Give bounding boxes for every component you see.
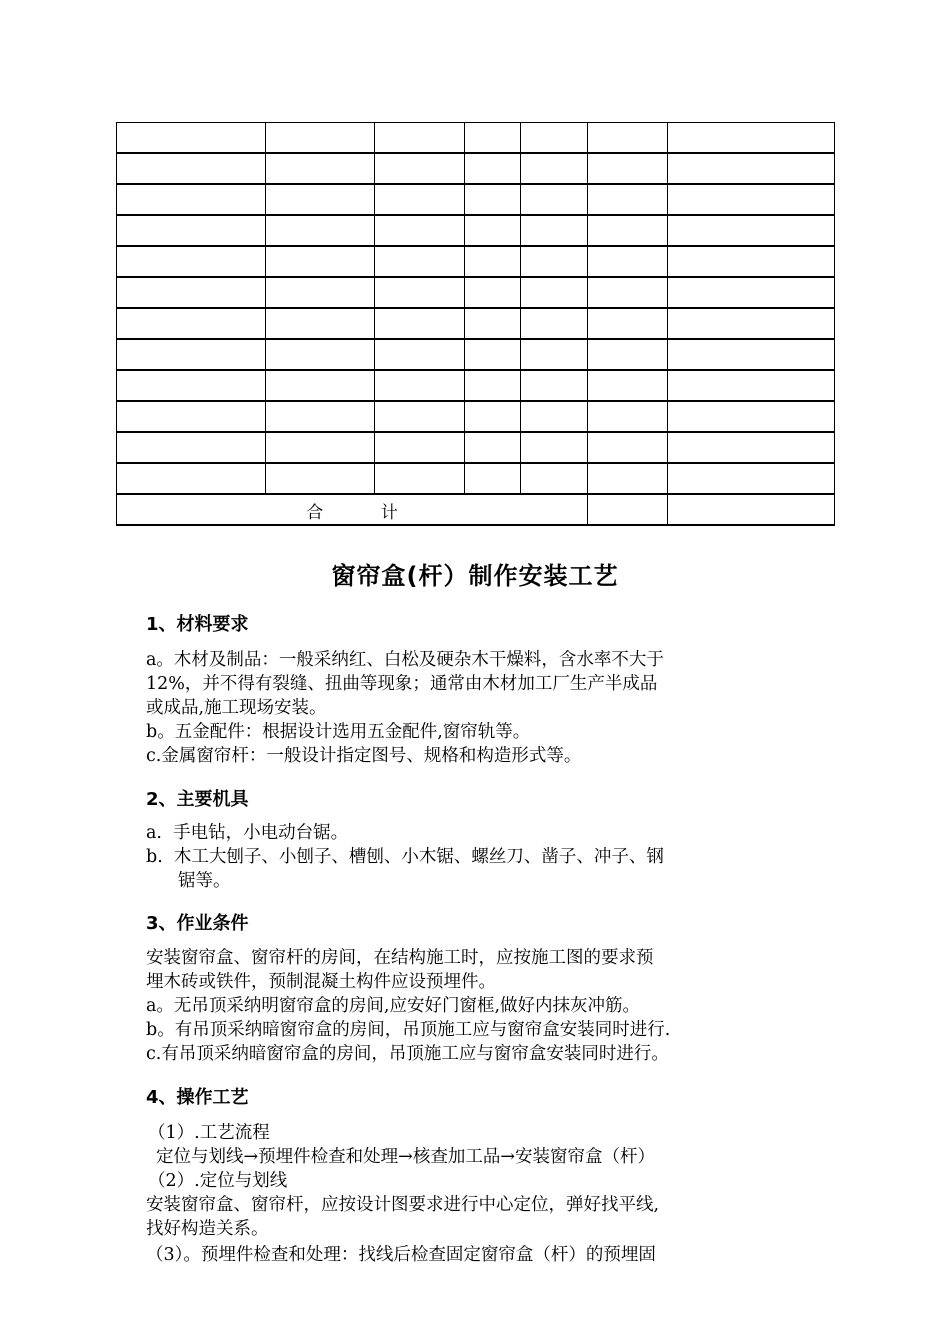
table-cell: [588, 123, 668, 154]
table-cell: [668, 495, 835, 526]
total-label: 合 计: [117, 495, 588, 526]
table-cell: [375, 154, 465, 185]
table-cell: [266, 216, 375, 247]
table-cell: [117, 216, 266, 247]
table-cell: [588, 309, 668, 340]
table-cell: [117, 464, 266, 495]
table-cell: [588, 340, 668, 371]
table-cell: [117, 340, 266, 371]
data-table: [116, 122, 835, 526]
table-cell: [375, 402, 465, 433]
table-cell: [668, 433, 835, 464]
table-row: [117, 402, 835, 433]
table-cell: [465, 371, 521, 402]
table-cell: [521, 247, 588, 278]
table-cell: [521, 433, 588, 464]
table-cell: [117, 371, 266, 402]
table-row: [117, 278, 835, 309]
table-cell: [266, 278, 375, 309]
paragraph-line: c.有吊顶采纳暗窗帘盒的房间，吊顶施工应与窗帘盒安装同时进行。: [146, 1044, 669, 1064]
table-cell: [668, 154, 835, 185]
table-cell: [375, 216, 465, 247]
table-cell: [375, 278, 465, 309]
table-cell: [375, 185, 465, 216]
table-cell: [465, 433, 521, 464]
table-cell: [266, 123, 375, 154]
table-cell: [266, 433, 375, 464]
table-row: [117, 247, 835, 278]
table-cell: [668, 309, 835, 340]
table-row: [117, 371, 835, 402]
table-cell: [521, 309, 588, 340]
table-cell: [465, 309, 521, 340]
table-cell: [588, 216, 668, 247]
table-cell: [668, 402, 835, 433]
table-cell: [465, 464, 521, 495]
table-cell: [117, 278, 266, 309]
table-cell: [117, 309, 266, 340]
table-cell: [117, 433, 266, 464]
table-cell: [117, 185, 266, 216]
table-cell: [588, 464, 668, 495]
table-cell: [375, 433, 465, 464]
table-cell: [117, 402, 266, 433]
table-cell: [375, 464, 465, 495]
table-cell: [117, 123, 266, 154]
table-cell: [521, 371, 588, 402]
section-heading-conditions: 3、作业条件: [146, 913, 249, 934]
table-cell: [266, 340, 375, 371]
table-row: [117, 433, 835, 464]
paragraph-line: b。五金配件：根据设计选用五金配件,窗帘轨等。: [146, 722, 531, 742]
table-cell: [668, 216, 835, 247]
table-cell: [521, 154, 588, 185]
paragraph-line: 或成品,施工现场安装。: [146, 698, 327, 718]
list-item: b. 木工大刨子、小刨子、槽刨、小木锯、螺丝刀、凿子、冲子、钢: [146, 847, 664, 867]
table-cell: [375, 123, 465, 154]
table-total-row: [117, 495, 835, 526]
paragraph-line: c.金属窗帘杆：一般设计指定图号、规格和构造形式等。: [146, 746, 582, 766]
table-cell: [521, 340, 588, 371]
table-cell: [668, 247, 835, 278]
table-cell: [588, 495, 668, 526]
table-cell: [521, 278, 588, 309]
paragraph-line: b。有吊顶采纳暗窗帘盒的房间，吊顶施工应与窗帘盒安装同时进行.: [146, 1020, 671, 1040]
table-cell: [668, 371, 835, 402]
table-cell: [521, 402, 588, 433]
table-cell: [521, 216, 588, 247]
table-cell: [668, 185, 835, 216]
table-cell: [588, 247, 668, 278]
table-cell: [266, 309, 375, 340]
table-cell: [521, 123, 588, 154]
table-cell: [588, 371, 668, 402]
paragraph-line: （1）.工艺流程: [148, 1123, 270, 1143]
table-cell: [588, 154, 668, 185]
table-cell: [668, 464, 835, 495]
table-cell: [465, 216, 521, 247]
table-cell: [588, 402, 668, 433]
section-heading-tools: 2、主要机具: [146, 789, 249, 810]
table-cell: [117, 247, 266, 278]
table-cell: [266, 464, 375, 495]
table-cell: [117, 154, 266, 185]
table-cell: [465, 154, 521, 185]
table-cell: [465, 278, 521, 309]
table-cell: [588, 433, 668, 464]
table-row: [117, 123, 835, 154]
table-row: [117, 216, 835, 247]
paragraph-line: 定位与划线→预埋件检查和处理→核查加工品→安装窗帘盒（杆）: [156, 1147, 655, 1167]
table-cell: [266, 247, 375, 278]
table-cell: [266, 402, 375, 433]
paragraph-line: 12%，并不得有裂缝、扭曲等现象；通常由木材加工厂生产半成品: [146, 674, 658, 694]
table-cell: [521, 464, 588, 495]
table-cell: [465, 123, 521, 154]
table-cell: [465, 340, 521, 371]
table-cell: [266, 154, 375, 185]
paragraph-line: a。木材及制品：一般采纳红、白松及硬杂木干燥料，含水率不大于: [146, 650, 664, 670]
paragraph-line: 埋木砖或铁件，预制混凝土构件应设预埋件。: [146, 972, 496, 992]
paragraph-line: 安装窗帘盒、窗帘杆的房间，在结构施工时，应按施工图的要求预: [146, 948, 654, 968]
table-row: [117, 309, 835, 340]
table-cell: [588, 278, 668, 309]
table-cell: [375, 247, 465, 278]
page-title: 窗帘盒(杆）制作安装工艺: [331, 562, 619, 590]
table-cell: [668, 278, 835, 309]
paragraph-line: 找好构造关系。: [146, 1219, 269, 1239]
paragraph-line: a。无吊顶采纳明窗帘盒的房间,应安好门窗框,做好内抹灰冲筋。: [146, 996, 641, 1016]
paragraph-line: （2）.定位与划线: [148, 1171, 288, 1191]
table-cell: [465, 402, 521, 433]
table-cell: [465, 185, 521, 216]
table-cell: [266, 371, 375, 402]
table-cell: [375, 371, 465, 402]
paragraph-line: 安装窗帘盒、窗帘杆，应按设计图要求进行中心定位，弹好找平线,: [146, 1195, 660, 1215]
table-cell: [465, 247, 521, 278]
table-cell: [375, 340, 465, 371]
table-cell: [266, 185, 375, 216]
table-cell: [588, 185, 668, 216]
table-row: [117, 185, 835, 216]
section-heading-materials: 1、材料要求: [146, 614, 249, 635]
table-cell: [668, 340, 835, 371]
list-item-continuation: 锯等。: [178, 871, 231, 891]
table-row: [117, 340, 835, 371]
list-item: a. 手电钻，小电动台锯。: [146, 823, 349, 843]
table-cell: [375, 309, 465, 340]
paragraph-line: （3）。预埋件检查和处理：找线后检查固定窗帘盒（杆）的预埋固: [146, 1245, 656, 1265]
table-row: [117, 464, 835, 495]
table-cell: [668, 123, 835, 154]
table-cell: [521, 185, 588, 216]
table-row: [117, 154, 835, 185]
section-heading-process: 4、操作工艺: [146, 1087, 249, 1108]
